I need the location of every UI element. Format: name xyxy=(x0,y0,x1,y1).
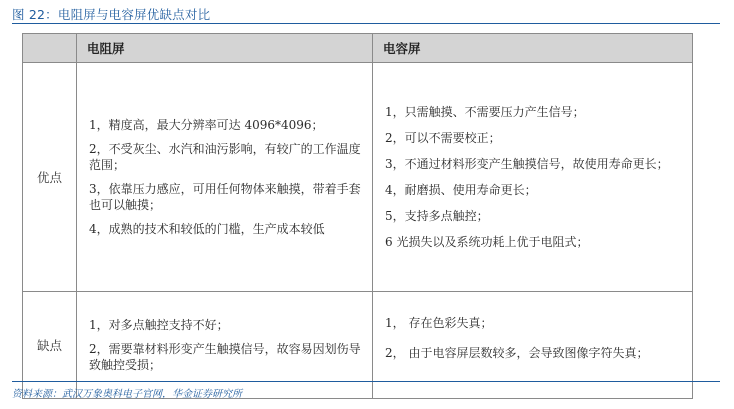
row-label-pros: 优点 xyxy=(23,63,77,292)
cell-pros-resistive xyxy=(77,63,373,292)
cell-cons-capacitive xyxy=(373,292,693,399)
list-item: 1，精度高，最大分辨率可达 4096*4096； xyxy=(89,118,324,132)
list-item: 5，支持多点触控； xyxy=(385,209,489,223)
title-divider xyxy=(12,23,720,24)
table-header-row xyxy=(23,34,693,63)
list-item: 2，可以不需要校正； xyxy=(385,131,501,145)
figure-title: 图 22：电阻屏与电容屏优缺点对比 xyxy=(12,7,211,22)
list-item: 1，对多点触控支持不好； xyxy=(89,318,229,332)
list-item: 2，需要靠材料形变产生触摸信号，故容易因划伤导致触控受损； xyxy=(89,342,361,372)
cell-pros-capacitive xyxy=(373,63,693,292)
comparison-table xyxy=(22,33,693,399)
list-item: 6 光损失以及系统功耗上优于电阻式； xyxy=(385,235,589,249)
source-divider xyxy=(12,381,720,382)
row-label-cons: 缺点 xyxy=(23,292,77,399)
list-item: 3，不通过材料形变产生触摸信号，故使用寿命更长； xyxy=(385,157,669,171)
list-item: 2， 由于电容屏层数较多，会导致图像字符失真； xyxy=(385,346,649,360)
header-capacitive: 电容屏 xyxy=(373,34,693,63)
list-item: 4，成熟的技术和较低的门槛，生产成本较低 xyxy=(89,222,325,236)
list-item: 1，只需触摸、不需要压力产生信号； xyxy=(385,105,585,119)
cell-cons-resistive xyxy=(77,292,373,399)
source-note: 资料来源：武汉万象奥科电子官网，华金证券研究所 xyxy=(12,389,242,400)
table-row-cons xyxy=(23,292,693,399)
header-corner xyxy=(23,34,77,63)
header-resistive: 电阻屏 xyxy=(77,34,373,63)
table-row-pros xyxy=(23,63,693,292)
list-item: 3，依靠压力感应，可用任何物体来触摸，带着手套也可以触摸； xyxy=(89,182,361,212)
list-item: 1， 存在色彩失真； xyxy=(385,316,493,330)
list-item: 2，不受灰尘、水汽和油污影响，有较广的工作温度范围； xyxy=(89,142,361,172)
list-item: 4，耐磨损、使用寿命更长； xyxy=(385,183,537,197)
